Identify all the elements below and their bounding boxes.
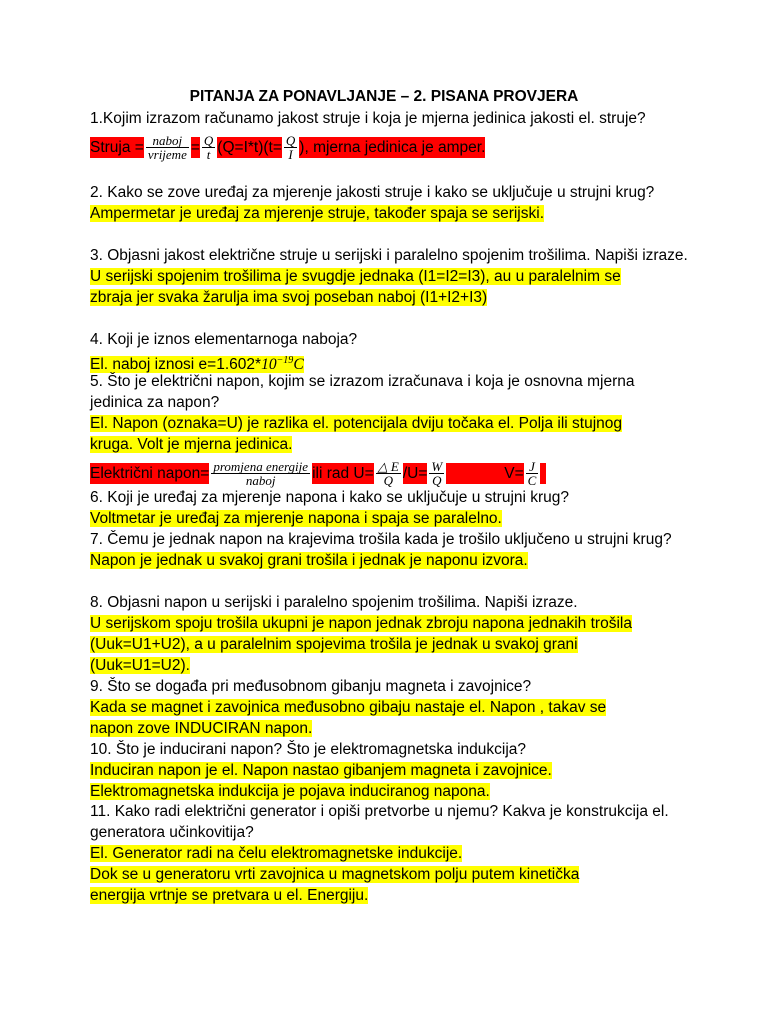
question-block-7 xyxy=(90,529,690,571)
answer-8-line-2: (Uuk=U1+U2), a u paralelnim spojevima trošila je jednak u svakoj grani xyxy=(90,636,578,653)
answer-11-line-1: El. Generator radi na čelu elektromagnetske indukcije. xyxy=(90,845,463,862)
question-block-5 xyxy=(90,371,690,491)
fraction-delta-e-over-q xyxy=(376,460,401,487)
answer-1-prefix: Struja = xyxy=(90,138,144,156)
fraction-numerator: Q xyxy=(285,132,296,148)
fraction-numerator: W xyxy=(431,458,443,474)
fraction-numerator: Q xyxy=(203,132,214,148)
answer-11-line-3: energija vrtnje se pretvara u el. Energiju. xyxy=(90,887,369,904)
fraction-w-over-q xyxy=(429,460,444,487)
question-5: 5. Što je električni napon, kojim se izrazom izračunava i koja je osnovna mjerna jedinica za napon? xyxy=(90,373,635,411)
answer-1-suffix: ), mjerna jedinica je amper. xyxy=(299,138,486,156)
fraction-energy-over-charge xyxy=(211,460,310,487)
question-10: 10. Što je inducirani napon? Što je elektromagnetska indukcija? xyxy=(90,741,526,758)
fraction-denominator: I xyxy=(288,146,293,162)
answer-7: Napon je jednak u svakoj grani trošila i jednak je naponu izvora. xyxy=(90,552,528,569)
question-8: 8. Objasni napon u serijski i paralelno spojenim trošilima. Napiši izraze. xyxy=(90,594,578,611)
answer-3-line-2: zbraja jer svaka žarulja ima svoj poseban naboj (I1+I2+I3) xyxy=(90,289,488,306)
question-9: 9. Što se događa pri međusobnom gibanju magneta i zavojnice? xyxy=(90,678,532,695)
answer-1-middle: (Q=I*t)(t= xyxy=(217,138,282,156)
question-11: 11. Kako radi električni generator i opiši pretvorbe u njemu? Kakva je konstrukcija el. generatora učinkovitija? xyxy=(90,803,669,841)
answer-8-line-1: U serijskom spoju trošila ukupni je napon jednak zbroju napona jednakih trošila xyxy=(90,615,632,632)
fraction-denominator: naboj xyxy=(245,472,276,488)
power-base: 10 xyxy=(261,356,277,374)
answer-6: Voltmetar je uređaj za mjerenje napona i spaja se paralelno. xyxy=(90,510,502,527)
question-block-4 xyxy=(90,329,690,375)
answer-5-line-2: kruga. Volt je mjerna jedinica. xyxy=(90,436,293,453)
answer-10-line-1: Induciran napon je el. Napon nastao gibanjem magneta i zavojnice. xyxy=(90,762,552,779)
fraction-charge-over-time xyxy=(146,134,189,161)
question-block-3 xyxy=(90,245,690,308)
fraction-denominator: Q xyxy=(383,472,393,488)
question-6: 6. Koji je uređaj za mjerenje napona i kako se uključuje u strujni krug? xyxy=(90,489,570,506)
fraction-numerator: promjena energije xyxy=(213,458,309,474)
page-title: PITANJA ZA PONAVLJANJE – 2. PISANA PROVJERA xyxy=(189,88,579,105)
fraction-denominator: C xyxy=(527,472,537,488)
red-highlight-end xyxy=(540,463,546,484)
voltage-formula-middle-1: ili rad U= xyxy=(312,464,374,482)
question-2: 2. Kako se zove uređaj za mjerenje jakosti struje i kako se uključuje u strujni krug? xyxy=(90,184,655,201)
answer-2: Ampermetar je uređaj za mjerenje struje, također spaja se serijski. xyxy=(90,205,544,222)
voltage-formula-prefix: Električni napon= xyxy=(90,464,210,482)
equals-sign: = xyxy=(190,138,200,156)
fraction-numerator: naboj xyxy=(146,134,189,148)
question-block-2 xyxy=(90,182,690,224)
answer-4-text: El. naboj iznosi e=1.602* xyxy=(90,356,262,374)
question-block-10 xyxy=(90,739,690,802)
voltage-formula-middle-3: V= xyxy=(446,463,523,484)
question-block-9 xyxy=(90,676,690,739)
answer-11-line-2: Dok se u generatoru vrti zavojnica u magnetskom polju putem kinetička xyxy=(90,866,580,883)
charge-unit: C xyxy=(293,356,304,374)
question-block-8 xyxy=(90,592,690,676)
fraction-denominator: Q xyxy=(432,472,442,488)
answer-1 xyxy=(90,129,690,165)
answer-5-line-1: El. Napon (oznaka=U) je razlika el. potencijala dviju točaka el. Polja ili stujnog xyxy=(90,415,623,432)
fraction-numerator: △ E xyxy=(377,458,399,474)
voltage-formula xyxy=(90,455,690,491)
fraction-numerator: J xyxy=(526,460,539,474)
fraction-q-over-t xyxy=(202,134,215,161)
question-7: 7. Čemu je jednak napon na krajevima trošila kada je trošilo uključeno u strujni krug? xyxy=(90,531,672,548)
answer-10-line-2: Elektromagnetska indukcija je pojava induciranog napona. xyxy=(90,783,490,800)
answer-8-line-3: (Uuk=U1=U2). xyxy=(90,657,190,674)
fraction-denominator: vrijeme xyxy=(147,146,187,162)
question-block-11 xyxy=(90,801,690,906)
question-block-6 xyxy=(90,487,690,529)
answer-3-line-1: U serijski spojenim trošilima je svugdje jednaka (I1=I2=I3), au u paralelnim se xyxy=(90,268,621,285)
power-exponent: −19 xyxy=(276,355,294,366)
fraction-j-over-c xyxy=(526,460,539,487)
answer-9-line-1: Kada se magnet i zavojnica međusobno gibaju nastaje el. Napon , takav se xyxy=(90,699,607,716)
fraction-q-over-i xyxy=(284,134,297,161)
question-4: 4. Koji je iznos elementarnoga naboja? xyxy=(90,331,358,348)
voltage-formula-middle-2: /U= xyxy=(402,464,428,482)
question-block-1 xyxy=(90,108,690,165)
answer-9-line-2: napon zove INDUCIRAN napon. xyxy=(90,720,313,737)
question-3: 3. Objasni jakost električne struje u serijski i paralelno spojenim trošilima. Napiši izraze. xyxy=(90,247,688,264)
question-1: 1.Kojim izrazom računamo jakost struje i koja je mjerna jedinica jakosti el. struje? xyxy=(90,110,646,127)
fraction-denominator: t xyxy=(206,146,211,162)
